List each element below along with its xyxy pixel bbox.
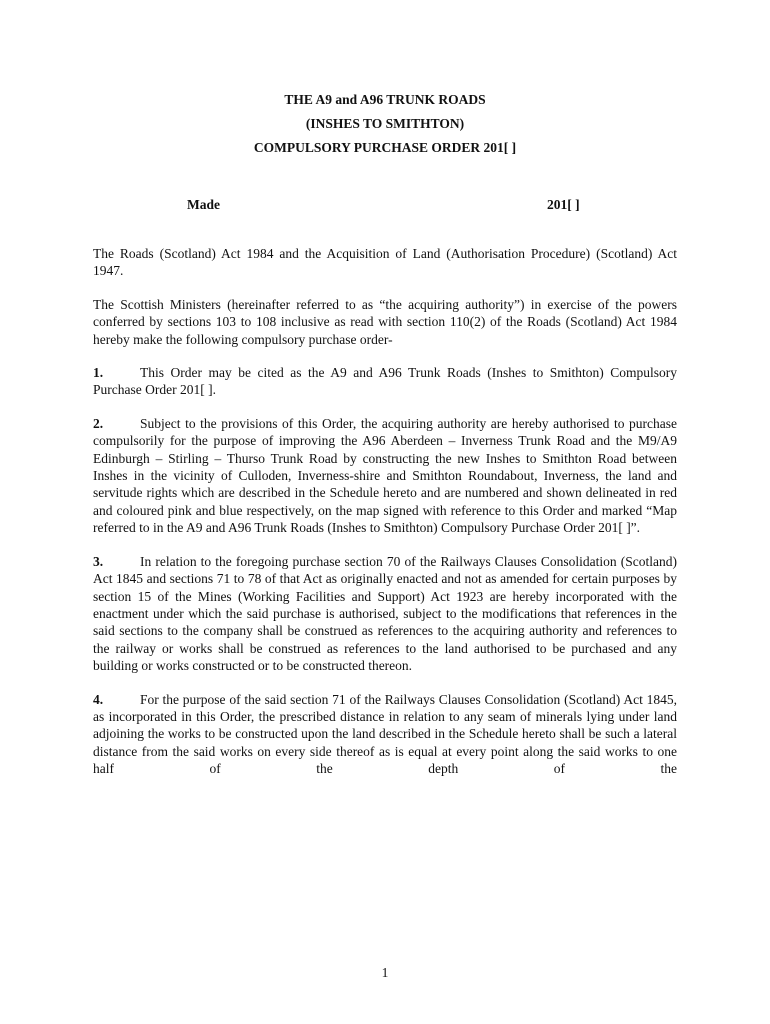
paragraph-text: For the purpose of the said section 71 of the Railways Clauses Consolidation (Scotland) Act 1845, as incorporated in this Order, the prescribed distance in relation to any seam of minerals lying under land adjoining the works to be constructed upon the land described in the Schedule hereto shall be such a lateral distance from the said works on every side thereof as is equal at every point along the said works to one half of the depth of the bbox=[93, 691, 677, 777]
paragraph-1 bbox=[93, 364, 677, 399]
paragraph-number: 1. bbox=[93, 365, 104, 381]
paragraph-text: In relation to the foregoing purchase section 70 of the Railways Clauses Consolidation (Scotland) Act 1845 and sections 71 to 78 of that Act as originally enacted and not as amended for certain purposes by section 15 of the Mines (Working Facilities and Support) Act 1923 are hereby incorporated with the enactment under which the said purchase is authorised, subject to the modifications that references in the said sections to the company shall be construed as references to the acquiring authority and references to the railway or works shall be construed as references to the land authorised to be purchased and any building or works constructed or to be constructed thereon. bbox=[93, 553, 677, 674]
paragraph-4 bbox=[93, 691, 677, 778]
order-title bbox=[0, 88, 770, 160]
title-line-2: (INSHES TO SMITHTON) bbox=[305, 116, 465, 131]
paragraph-2 bbox=[93, 415, 677, 537]
preamble-ministers: The Scottish Ministers (hereinafter referred to as “the acquiring authority”) in exercise of the powers conferred by sections 103 to 108 inclusive as read with section 110(2) of the Roads (Scotland) Act 1984 hereby make the following compulsory purchase order- bbox=[93, 296, 677, 347]
order-body bbox=[93, 245, 677, 794]
made-date: 201[ ] bbox=[547, 197, 580, 212]
preamble-acts: The Roads (Scotland) Act 1984 and the Acquisition of Land (Authorisation Procedure) (Scotland) Act 1947. bbox=[93, 246, 677, 279]
paragraph-3 bbox=[93, 553, 677, 675]
title-line-3: COMPULSORY PURCHASE ORDER 201[ ] bbox=[253, 140, 517, 155]
page-number: 1 bbox=[381, 965, 389, 980]
paragraph-number: 4. bbox=[93, 691, 104, 707]
title-line-1: THE A9 and A96 TRUNK ROADS bbox=[284, 92, 486, 107]
made-label: Made bbox=[187, 197, 220, 212]
paragraph-number: 3. bbox=[93, 553, 104, 569]
paragraph-text: Subject to the provisions of this Order, the acquiring authority are hereby authorised to purchase compulsorily for the purpose of improving the A96 Aberdeen – Inverness Trunk Road and the M9/A9 Edinburgh – Stirling – Thurso Trunk Road by constructing the new Inshes to Smithton Road between Inshes in the vicinity of Culloden, Inverness-shire and Smithton Roundabout, Inverness, the land and servitude rights which are described in the Schedule hereto and are numbered and shown delineated in red and coloured pink and blue respectively, on the map signed with reference to this Order and marked “Map referred to in the A9 and A96 Trunk Roads (Inshes to Smithton) Compulsory Purchase Order 201[ ]”. bbox=[93, 415, 677, 536]
made-row bbox=[187, 197, 587, 213]
paragraph-number: 2. bbox=[93, 415, 104, 431]
paragraph-text: This Order may be cited as the A9 and A96 Trunk Roads (Inshes to Smithton) Compulsory Purchase Order 201[ ]. bbox=[93, 365, 677, 398]
